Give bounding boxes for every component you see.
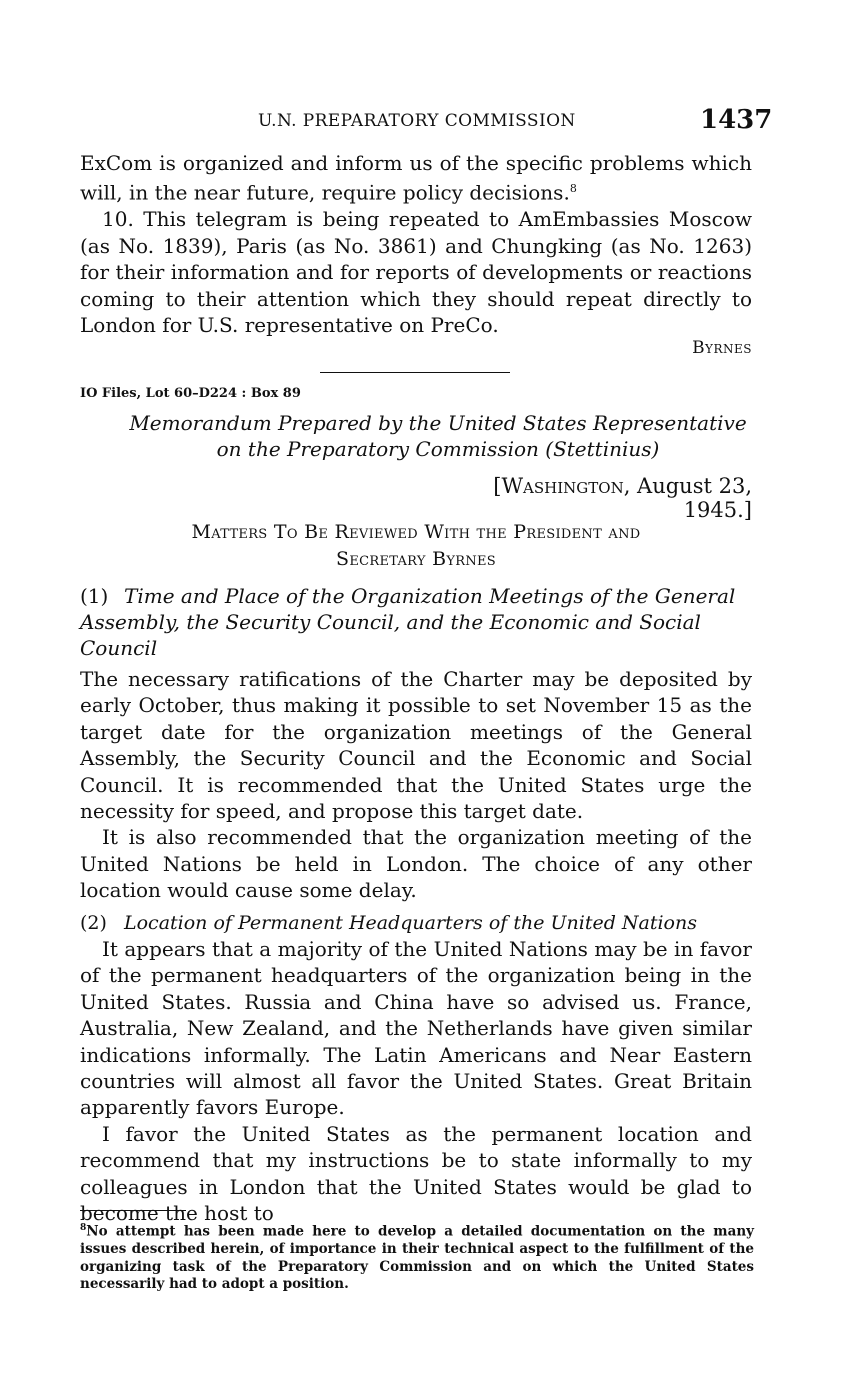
section-2-body: [80, 936, 752, 1226]
memo-title: [80, 410, 796, 462]
dateline-date: , August 23, 1945.]: [623, 474, 752, 522]
running-header-title: U.N. PREPARATORY COMMISSION: [258, 111, 576, 131]
heading-line: Matters To Be Reviewed With the President and: [191, 521, 641, 543]
section-number: (1): [80, 584, 109, 608]
section-1-body: [80, 666, 752, 904]
file-reference: IO Files, Lot 60–D224 : Box 89: [80, 386, 301, 401]
continued-text-block: [80, 150, 752, 339]
section-1-heading: [80, 583, 760, 661]
footnote-text: No attempt has been made here to develop a detailed documentation on the many issues described herein, of importance in their technical aspect to the fulfillment of the organizing task of the Preparatory Commission and on which the United States necessarily had to adopt a position.: [80, 1223, 754, 1292]
memo-title-line: on the Preparatory Commission (Stettinius): [216, 437, 660, 461]
footnote-divider: [80, 1210, 186, 1211]
section-2-heading: [80, 910, 760, 936]
paragraph: The necessary ratifications of the Charter may be deposited by early October, thus making it possible to set November 15 as the target date for the organization meetings of the General Assembly, the Security Council and the Economic and Social Council. It is recommended that the United States urge the necessity for speed, and propose this target date.: [80, 667, 752, 824]
footnote-marker: 8: [569, 182, 577, 196]
section-number: (2): [80, 912, 107, 934]
section-divider: [320, 372, 510, 373]
signature: Byrnes: [692, 338, 752, 358]
heading-line: Secretary Byrnes: [336, 548, 496, 570]
paragraph-text: ExCom is organized and inform us of the specific problems which will, in the near future, require policy decisions.: [80, 151, 752, 206]
page-number: 1437: [700, 105, 773, 135]
paragraph: It appears that a majority of the United Nations may be in favor of the permanent headquarters of the organization being in the United States. Russia and China have so advised us. France, Australia, New Zealand, and the Netherlands have given similar indications informally. The Latin Americans and Near Eastern countries will almost all favor the United States. Great Britain apparently favors Europe.: [80, 937, 752, 1120]
section-title: Time and Place of the Organization Meetings of the General Assembly, the Security Council, and the Economic and Social Council: [80, 584, 736, 660]
paragraph: I favor the United States as the permanent location and recommend that my instructions be to state informally to my colleagues in London that the United States would be glad to become the host to: [80, 1121, 752, 1226]
paragraph: It is also recommended that the organization meeting of the United Nations be held in London. The choice of any other location would cause some delay.: [80, 825, 752, 903]
matters-heading: [80, 519, 752, 573]
dateline-place: Washington: [501, 474, 624, 498]
footnote: [80, 1220, 754, 1294]
dateline: [430, 474, 752, 522]
memo-title-line: Memorandum Prepared by the United States Representative: [129, 411, 747, 435]
paragraph: 10. This telegram is being repeated to AmEmbassies Moscow (as No. 1839), Paris (as No. 3861) and Chungking (as No. 1263) for their information and for reports of developments or reactions coming to their attention which they should repeat directly to London for U.S. representative on PreCo.: [80, 207, 752, 338]
section-title: Location of Permanent Headquarters of the United Nations: [124, 912, 697, 934]
footnote-number: 8: [80, 1223, 87, 1233]
dateline-bracket: [: [493, 474, 502, 498]
paragraph: [80, 150, 752, 206]
